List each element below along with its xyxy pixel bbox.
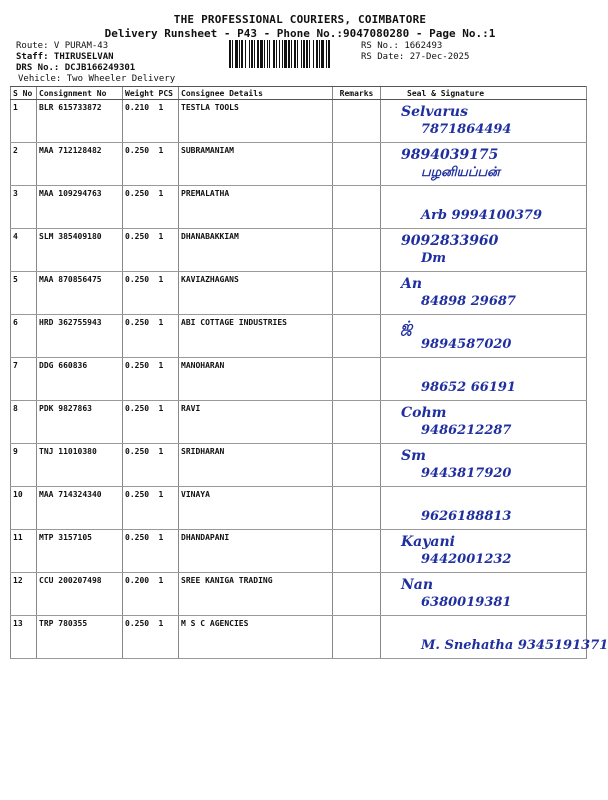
cell-remarks: [333, 186, 381, 229]
header-weight: Weight: [123, 87, 157, 100]
cell-pcs: 1: [157, 444, 179, 487]
cell-pcs: 1: [157, 573, 179, 616]
table-row: [11, 358, 587, 401]
cell-consignee: SREE KANIGA TRADING: [179, 573, 333, 616]
cell-consignment: MAA 870856475: [37, 272, 123, 315]
cell-sno: 11: [11, 530, 37, 573]
cell-consignee: ABI COTTAGE INDUSTRIES: [179, 315, 333, 358]
cell-sno: 5: [11, 272, 37, 315]
cell-signature: [381, 272, 587, 315]
header-remarks: Remarks: [333, 87, 381, 100]
cell-signature: [381, 358, 587, 401]
cell-remarks: [333, 100, 381, 143]
cell-signature: [381, 487, 587, 530]
cell-consignee: SUBRAMANIAM: [179, 143, 333, 186]
barcode: [229, 40, 356, 68]
cell-consignee: SRIDHARAN: [179, 444, 333, 487]
cell-consignee: PREMALATHA: [179, 186, 333, 229]
cell-weight: 0.250: [123, 358, 157, 401]
runsheet-table: [10, 86, 608, 659]
signature-phone: 84898 29687: [421, 294, 516, 309]
signature-phone: 98652 66191: [421, 380, 516, 395]
cell-sno: 3: [11, 186, 37, 229]
signature-phone: Arb 9994100379: [421, 208, 543, 223]
signature-text: An: [401, 276, 423, 292]
table-row: [11, 573, 587, 616]
signature-phone: 9442001232: [421, 552, 512, 567]
signature-phone: 9443817920: [421, 466, 512, 481]
cell-pcs: 1: [157, 487, 179, 530]
cell-consignee: MANOHARAN: [179, 358, 333, 401]
table-row: [11, 100, 587, 143]
cell-signature: [381, 401, 587, 444]
cell-weight: 0.250: [123, 401, 157, 444]
cell-weight: 0.250: [123, 229, 157, 272]
signature-text: 9894039175: [401, 147, 499, 163]
signature-text: Nan: [401, 577, 434, 593]
cell-signature: [381, 573, 587, 616]
signature-text: Cohm: [401, 405, 447, 421]
cell-pcs: 1: [157, 186, 179, 229]
cell-consignment: SLM 385409180: [37, 229, 123, 272]
cell-pcs: 1: [157, 616, 179, 659]
cell-weight: 0.250: [123, 444, 157, 487]
cell-sno: 9: [11, 444, 37, 487]
cell-weight: 0.250: [123, 272, 157, 315]
header-sno: S No: [11, 87, 37, 100]
cell-consignment: CCU 200207498: [37, 573, 123, 616]
cell-remarks: [333, 401, 381, 444]
signature-text: Selvarus: [401, 104, 468, 120]
cell-signature: [381, 444, 587, 487]
cell-consignment: HRD 362755943: [37, 315, 123, 358]
signature-text: Kayani: [401, 534, 455, 550]
header-pcs: PCS: [157, 87, 179, 100]
table-row: [11, 272, 587, 315]
signature-phone: Dm: [421, 251, 447, 266]
cell-remarks: [333, 487, 381, 530]
cell-remarks: [333, 358, 381, 401]
cell-remarks: [333, 272, 381, 315]
cell-consignment: BLR 615733872: [37, 100, 123, 143]
table-row: [11, 315, 587, 358]
cell-consignment: MAA 109294763: [37, 186, 123, 229]
cell-consignment: DDG 660836: [37, 358, 123, 401]
cell-consignment: MTP 3157105: [37, 530, 123, 573]
table-row: [11, 229, 587, 272]
cell-weight: 0.250: [123, 616, 157, 659]
signature-text: 9092833960: [401, 233, 499, 249]
cell-signature: [381, 229, 587, 272]
cell-weight: 0.250: [123, 143, 157, 186]
cell-pcs: 1: [157, 530, 179, 573]
cell-remarks: [333, 444, 381, 487]
cell-signature: [381, 143, 587, 186]
cell-signature: [381, 616, 608, 659]
cell-weight: 0.250: [123, 530, 157, 573]
signature-phone: 9486212287: [421, 423, 512, 438]
cell-sno: 10: [11, 487, 37, 530]
cell-consignee: VINAYA: [179, 487, 333, 530]
table-row: [11, 186, 587, 229]
signature-phone: 7871864494: [421, 122, 512, 137]
signature-phone: M. Snehatha 9345191371: [421, 638, 608, 653]
staff-label: Staff: THIRUSELVAN: [16, 52, 114, 62]
cell-consignee: RAVI: [179, 401, 333, 444]
table-row: [11, 487, 587, 530]
cell-signature: [381, 186, 587, 229]
cell-consignment: TRP 780355: [37, 616, 123, 659]
cell-consignee: M S C AGENCIES: [179, 616, 333, 659]
cell-consignment: MAA 712128482: [37, 143, 123, 186]
cell-sno: 2: [11, 143, 37, 186]
cell-signature: [381, 530, 587, 573]
rs-date: RS Date: 27-Dec-2025: [361, 52, 470, 62]
cell-weight: 0.250: [123, 487, 157, 530]
cell-consignment: TNJ 11010380: [37, 444, 123, 487]
table-row: [11, 401, 587, 444]
signature-phone: 9626188813: [421, 509, 512, 524]
cell-sno: 4: [11, 229, 37, 272]
cell-pcs: 1: [157, 143, 179, 186]
cell-consignee: DHANABAKKIAM: [179, 229, 333, 272]
cell-consignee: KAVIAZHAGANS: [179, 272, 333, 315]
cell-consignment: MAA 714324340: [37, 487, 123, 530]
table-row: [11, 143, 587, 186]
cell-remarks: [333, 573, 381, 616]
runsheet-title: Delivery Runsheet - P43 - Phone No.:9047080280 - Page No.:1: [104, 27, 496, 40]
cell-weight: 0.210: [123, 100, 157, 143]
cell-signature: [381, 315, 587, 358]
cell-consignee: TESTLA TOOLS: [179, 100, 333, 143]
signature-phone: பழனியப்பன்: [421, 165, 500, 180]
cell-weight: 0.250: [123, 186, 157, 229]
cell-sno: 7: [11, 358, 37, 401]
cell-consignment: PDK 9827863: [37, 401, 123, 444]
cell-pcs: 1: [157, 401, 179, 444]
cell-pcs: 1: [157, 272, 179, 315]
table-row: [11, 530, 587, 573]
cell-signature: [381, 100, 587, 143]
cell-weight: 0.200: [123, 573, 157, 616]
cell-sno: 13: [11, 616, 37, 659]
cell-sno: 8: [11, 401, 37, 444]
header-signature: Seal & Signature: [381, 87, 587, 100]
cell-weight: 0.250: [123, 315, 157, 358]
cell-sno: 12: [11, 573, 37, 616]
route-label: Route: V PURAM-43: [16, 41, 109, 51]
cell-consignee: DHANDAPANI: [179, 530, 333, 573]
header-consignment: Consignment No: [37, 87, 123, 100]
table-header-row: [11, 87, 587, 100]
company-title: THE PROFESSIONAL COURIERS, COIMBATORE: [173, 13, 427, 26]
signature-text: ஜ்: [401, 319, 413, 335]
signature-text: Sm: [401, 448, 426, 464]
cell-pcs: 1: [157, 358, 179, 401]
drs-number: DRS No.: DCJB166249301: [16, 63, 136, 73]
cell-pcs: 1: [157, 229, 179, 272]
cell-remarks: [333, 530, 381, 573]
table-row: [11, 616, 587, 659]
cell-pcs: 1: [157, 315, 179, 358]
cell-remarks: [333, 143, 381, 186]
header-consignee: Consignee Details: [179, 87, 333, 100]
rs-number: RS No.: 1662493: [361, 41, 443, 51]
cell-sno: 1: [11, 100, 37, 143]
vehicle-label: Vehicle: Two Wheeler Delivery: [18, 74, 176, 84]
cell-remarks: [333, 229, 381, 272]
cell-pcs: 1: [157, 100, 179, 143]
signature-phone: 6380019381: [421, 595, 512, 610]
cell-remarks: [333, 315, 381, 358]
cell-sno: 6: [11, 315, 37, 358]
cell-remarks: [333, 616, 381, 659]
table-row: [11, 444, 587, 487]
signature-phone: 9894587020: [421, 337, 512, 352]
